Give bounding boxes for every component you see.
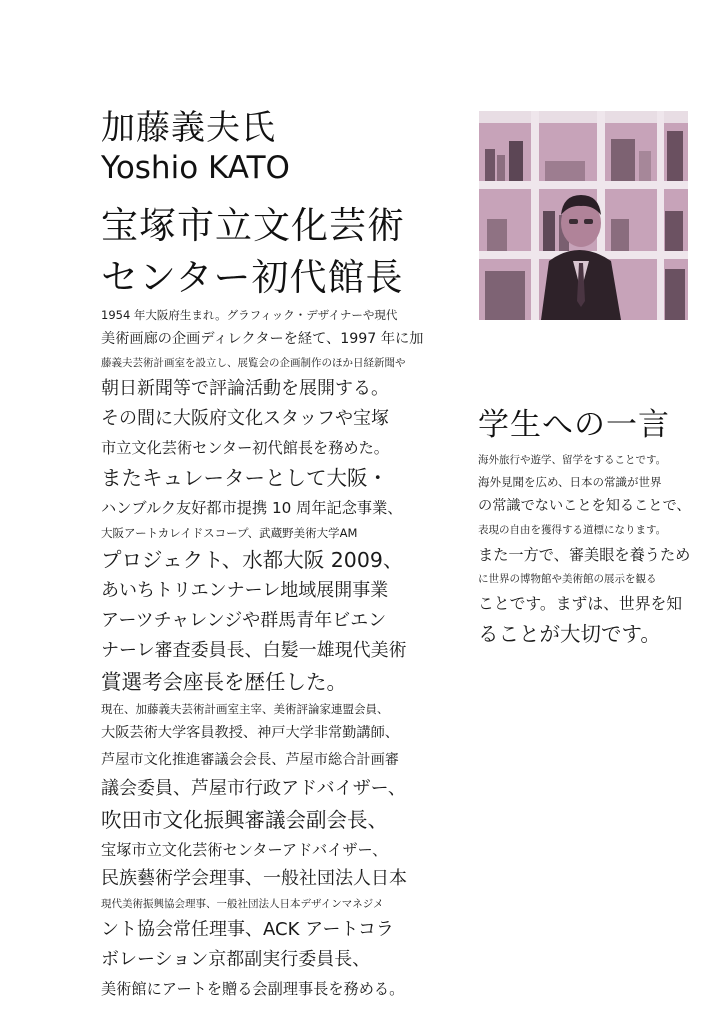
- bio-line: 芦屋市文化推進審議会会長、芦屋市総合計画審: [101, 752, 399, 768]
- bio-line: ボレーション京都副実行委員長、: [101, 949, 371, 970]
- bio-line: 朝日新聞等で評論活動を展開する。: [101, 378, 389, 399]
- bio-line: 議会委員、芦屋市行政アドバイザー、: [101, 778, 406, 799]
- bio-line: 美術画廊の企画ディレクターを経て、1997 年に加: [101, 331, 424, 347]
- name-english: Yoshio KATO: [101, 150, 290, 186]
- profile-column: [101, 108, 441, 1003]
- bio-line: アーツチャレンジや群馬青年ビエン: [101, 610, 387, 631]
- biography: [101, 304, 441, 1003]
- bio-line: 現代美術振興協会理事、一般社団法人日本デザインマネジメ: [101, 898, 384, 910]
- message-line: に世界の博物館や美術館の展示を観る: [478, 573, 657, 585]
- bio-line: 現在、加藤義夫芸術計画室主宰、美術評論家連盟会員、: [101, 702, 389, 716]
- bio-line: 民族藝術学会理事、一般社団法人日本: [101, 868, 407, 889]
- portrait-illustration: [479, 111, 688, 320]
- bio-line: ナーレ審査委員長、白髪一雄現代美術: [101, 640, 407, 661]
- bio-line: 吹田市文化振興審議会副会長、: [101, 808, 388, 832]
- bio-line: 市立文化芸術センター初代館長を務めた。: [101, 439, 389, 457]
- bio-line: その間に大阪府文化スタッフや宝塚: [101, 408, 389, 429]
- bio-line: 大阪芸術大学客員教授、神戸大学非常勤講師、: [101, 725, 399, 741]
- bio-line: ント協会常任理事、ACK アートコラ: [101, 919, 394, 940]
- bio-line: プロジェクト、水都大阪 2009、: [101, 548, 404, 572]
- message-column: [478, 400, 693, 650]
- message-body: [478, 450, 693, 650]
- portrait-photo: [479, 111, 688, 320]
- bio-line: またキュレーターとして大阪・: [101, 466, 388, 490]
- bio-line: 藤義夫芸術計画室を設立し、展覧会の企画制作のほか日経新聞や: [101, 357, 406, 369]
- bio-line: 美術館にアートを贈る会副理事長を務める。: [101, 980, 405, 998]
- title-line: センター初代館長: [101, 256, 404, 299]
- bio-line: 賞選考会座長を歴任した。: [101, 670, 347, 694]
- message-line: また一方で、審美眼を養うため: [478, 546, 691, 564]
- message-line: 海外旅行や遊学、留学をすることです。: [478, 454, 667, 466]
- message-line: ることが大切です。: [478, 622, 661, 646]
- bio-line: 1954 年大阪府生まれ。グラフィック・デザイナーや現代: [101, 308, 398, 322]
- bio-line: 宝塚市立文化芸術センターアドバイザー、: [101, 841, 388, 859]
- message-title: 学生への一言: [478, 407, 670, 443]
- title-line: 宝塚市立文化芸術: [101, 204, 405, 247]
- bio-line: ハンブルク友好都市提携 10 周年記念事業、: [101, 499, 403, 517]
- bio-line: 大阪アートカレイドスコープ、武蔵野美術大学AM: [101, 526, 358, 540]
- message-line: 表現の自由を獲得する道標になります。: [478, 524, 667, 536]
- message-line: 海外見聞を広め、日本の常識が世界: [478, 475, 662, 489]
- bio-line: あいちトリエンナーレ地域展開事業: [101, 580, 389, 601]
- message-line: ことです。まずは、世界を知: [478, 594, 683, 613]
- message-line: の常識でないことを知ることで、: [478, 498, 691, 514]
- name-japanese: 加藤義夫氏: [101, 108, 276, 148]
